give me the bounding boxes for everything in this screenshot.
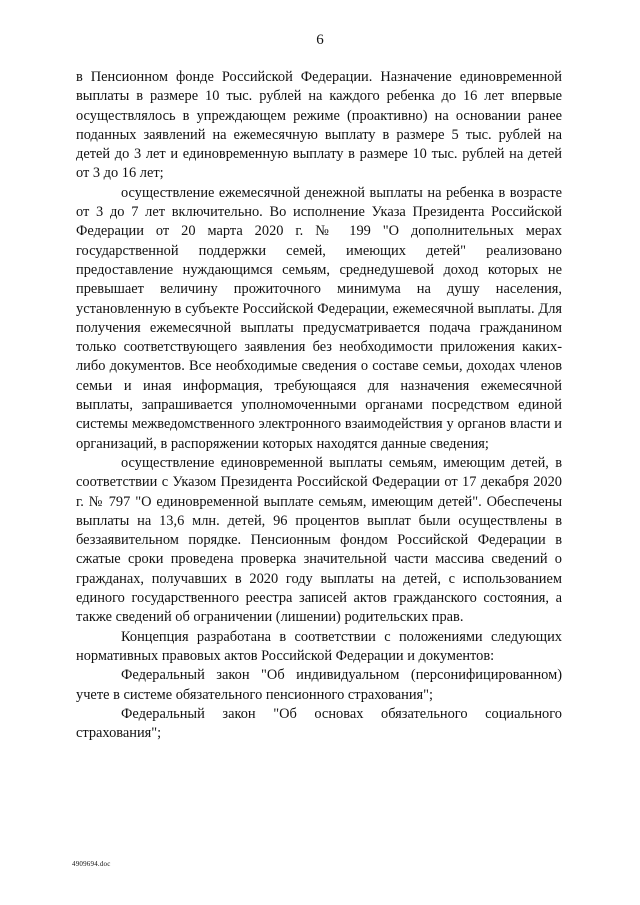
page-number: 6 [316, 32, 324, 48]
footer-document-code: 4909694.doc [72, 860, 111, 868]
paragraph-law-personified-accounting: Федеральный закон "Об индивидуальном (персонифицированном) учете в системе обязательного пенсионного страхования"; [76, 667, 562, 703]
paragraph-monthly-payment: осуществление ежемесячной денежной выплаты на ребенка в возрасте от 3 до 7 лет включительно. Во исполнение Указа Президента Российской Федерации от 20 марта 2020 г. № 199 "О дополнительных мерах государственной поддержки семей, имеющих детей" реализовано предоставление нуждающимся семьям, среднедушевой доход которых не превышает величину прожиточного минимума на душу населения, установленную в субъекте Российской Федерации, ежемесячной выплаты. Для получения ежемесячной выплаты предусматривается подача гражданином только соответствующего заявления без необходимости приложения каких-либо документов. Все необходимые сведения о составе семьи, доходах членов семьи и иная информация, требующаяся для назначения ежемесячной выплаты, запрашивается уполномоченными органами посредством единой системы межведомственного электронного взаимодействия у органов власти и организаций, в распоряжении которых находятся данные сведения; [76, 184, 562, 452]
paragraph-one-time-payment: осуществление единовременной выплаты семьям, имеющим детей, в соответствии с Указом Президента Российской Федерации от 17 декабря 2020 г. № 797 "О единовременной выплате семьям, имеющим детей". Обеспечены выплаты на 13,6 млн. детей, 96 процентов выплат были осуществлены в беззаявительном порядке. Пенсионным фондом Российской Федерации в сжатые сроки проведена проверка значительной части массива сведений о гражданах, получавших в 2020 году выплаты на детей, с использованием единого государственного реестра записей актов гражданского состояния, а также сведений об ограничении (лишении) родительских прав. [76, 454, 562, 626]
paragraph-concept-basis: Концепция разработана в соответствии с положениями следующих нормативных правовых актов Российской Федерации и документов: [76, 628, 562, 664]
document-body [76, 68, 562, 743]
paragraph-pension-fund-payments: в Пенсионном фонде Российской Федерации. Назначение единовременной выплаты в размере 10 тыс. рублей на каждого ребенка до 16 лет впервые осуществлялось в упреждающем режиме (проактивно) на основании ранее поданных заявлений на ежемесячную выплату в размере 5 тыс. рублей на детей до 3 лет и единовременную выплату в размере 10 тыс. рублей на детей от 3 до 16 лет; [76, 69, 562, 182]
paragraph-law-social-insurance: Федеральный закон "Об основах обязательного социального страхования"; [76, 705, 562, 742]
